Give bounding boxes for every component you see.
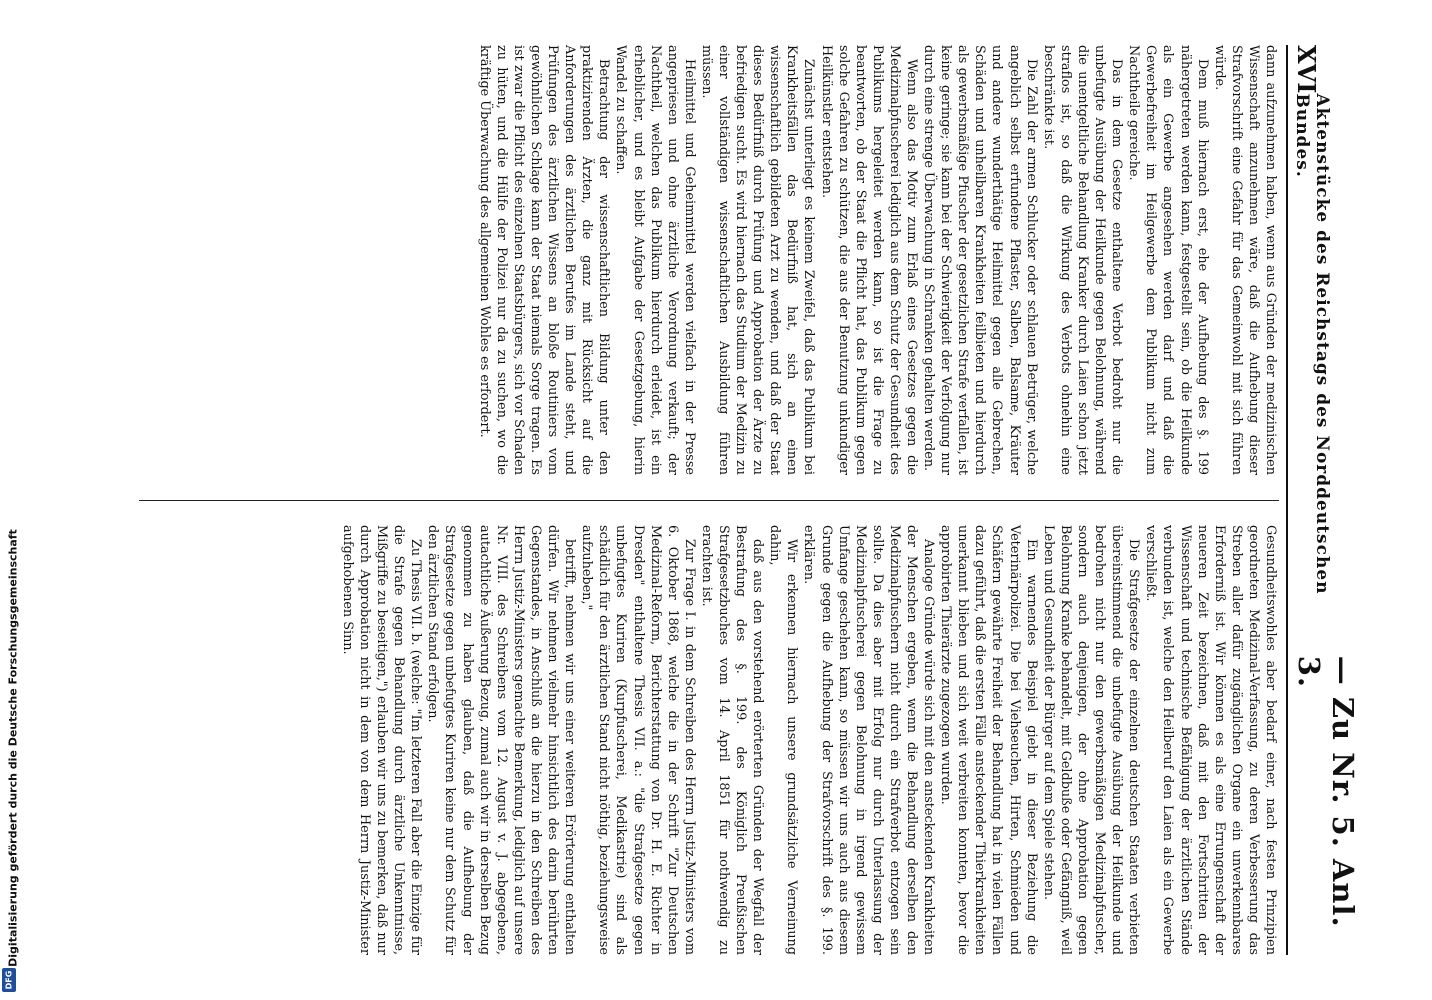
header-reference: — Zu Nr. 5. Anl. 3. [1292,655,1360,928]
paragraph: Dem muß hiernach erst, ehe der Aufhebung des §. 199 nähergetreten werden kann, festgestellt sein, ob die Heilkunde als ein Gewerbe angesehen werden darf und daß die Gewerbefreiheit im Heilgewerbe dem Publikum nicht zum Nachtheile gereiche. [1126,45,1210,475]
column-separator [139,500,1279,501]
digitization-credit: Digitalisierung gefördert durch die Deutsche Forschungsgemeinschaft [6,529,20,967]
paragraph: Die Strafgesetze der einzelnen deutschen Staaten verbieten übereinstimmend die unbefugte Ausübung der Heilkunde und bedrohen nicht nur den gewerbsmäßigen Medizinalpfuscher, sondern auch denjenigen, der ohne Approbation gegen Belohnung Kranke behandelt, mit Geldbuße oder Gefängniß, weil Leben und Gesundheit der Bürger auf dem Spiele stehen. [1040,525,1142,955]
paragraph: Gesundheitswohles aber bedarf einer, nach festen Prinzipien geordneten Medizinal-Verfassung, zu deren Verbesserung das Streben aller dafür zugänglichen Organe ein unverkennbares Erforderniß ist. Wir können es als eine Errungenschaft der neueren Zeit bezeichnen, daß mit den Fortschritten der Wissenschaft und technische Befähigung der ärztlichen Stände verbunden ist, welche den Heilberuf den Laien als ein Gewerbe verschließt. [1143,525,1278,955]
header-rule [1286,45,1288,955]
header-title: Aktenstücke des Reichstags des Norddeutschen Bundes. [1292,93,1332,595]
paragraph: betrifft, nehmen wir uns einer weiteren Erörterung enthalten dürfen. Wir nehmen vielmehr hinsichtlich des darin berührten Gegenstandes, in Anschluß an die hierzu in den Schreiben des Herrn Justiz-Ministers gemachte Bemerkung, lediglich auf unsere Nr. VIII. des Schreibens vom 12. August v. J. abgegebene, autachtliche Äußerung Bezug, zumal auch wir in derselben Bezug genommen zu haben glauben, daß die Aufhebung der Strafgesetze gegen unbefugtes Kuriren keine nur dem Schutz für den ärztlichen Stand erfolgen. [425,525,578,955]
digitization-footer [4,498,22,998]
paragraph: Heilmittel und Geheimmittel werden vielfach in der Presse angepriesen und ohne ärztliche Verordnung verkauft; der Nachtheil, welchen das Publikum hierdurch erleidet, ist ein erheblicher, und es bleibt Aufgabe der Gesetzgebung, hierin Wandel zu schaffen. [613,45,697,475]
paragraph: Analoge Gründe würde sich mit den ansteckenden Krankheiten der Menschen ergeben, wenn die Behandlung derselben den Medizinalpfuschern nicht durch ein Strafverbot entzogen sein sollte. Da dies aber mit Erfolg nur durch Unterlassung der Medizinalpfuscherei gegen Belohnung in irgend gewissem Umfange geschehen kann, so müssen wir uns auch aus diesem Grunde gegen die Aufhebung der Strafvorschrift des §. 199. erklären. [801,525,937,955]
paragraph: Wir erkennen hiernach unsere grundsätzliche Verneinung dahin, [767,525,800,955]
page-number: XVI [1292,45,1321,94]
paragraph: Die Zahl der armen Schlucker oder schlauen Betrüger, welche angeblich selbst erfundene Pflaster, Salben, Balsame, Kräuter und andere wunderthätige Heilmittel gegen alle Gebrechen, Schäden und unheilbaren Krankheiten feilbieten und hierdurch als gewerbsmäßige Pfuscher der gesetzlichen Strafe verfallen, ist keine geringe; sie kann bei der Schwierigkeit der Verfolgung nur durch eine strenge Überwachung in Schranken gehalten werden. [921,45,1039,475]
running-header [1292,45,1360,955]
paragraph: Betrachtung der wissenschaftlichen Bildung unter den praktizirenden Ärzten, die ganz mit Rücksicht auf die Anforderungen des ärztlichen Berufes im Lande steht, und Prüfungen des ärztlichen Wissens an bloße Routiniers vom gewöhnlichen Schlage kann der Staat niemals Sorge tragen. Es ist zwar die Pflicht des einzelnen Staatsbürgers, sich vor Schaden zu hüten, und die Hülfe der Polizei nur da zu suchen, wo die kräftige Überwachung des allgemeinen Wohles es erfordert. [476,45,612,475]
paragraph: Wenn also das Motiv zum Erlaß eines Gesetzes gegen die Medizinalpfuscherei lediglich aus dem Schutz der Gesundheit des Publikums hergeleitet werden kann, so ist die Frage zu beantworten, ob der Staat die Pflicht hat, das Publikum gegen solche Gefahren zu schützen, die aus der Benutzung unkundiger Heilkünstler entstehen. [818,45,920,475]
paragraph: Zur Frage I. in dem Schreiben des Herrn Justiz-Ministers vom 6. Oktober 1868, welche die in der Schrift "Zur Deutschen Medizinal-Reform, Berichterstattung von Dr. H. E. Richter in Dresden" enthaltene Thesis VII. a.: "die Strafgesetze gegen unbefugtes Kuriren (Kurpfuscherei, Medikastrie) sind als schädlich für den ärztlichen Stand nicht nöthig, beziehungsweise aufzuheben," [579,525,697,955]
left-column [476,45,1279,475]
paragraph: Ein warnendes Beispiel giebt in dieser Beziehung die Veterinärpolizei. Die bei Viehseuchen, Hirten, Schmieden und Schäfern gewährte Freiheit der Behandlung hat in vielen Fällen dazu geführt, daß die ersten Fälle ansteckender Thierkrankheiten unerkannt blieben und sich weit verbreiten konnten, bevor die approbirten Thierärzte zugezogen wurden. [938,525,1039,955]
right-column [339,525,1279,955]
paragraph: dann aufzunehmen haben, wenn aus Gründen der medizinischen Wissenschaft anzunehmen wäre, daß die Aufhebung dieser Strafvorschrift eine Gefahr für das Gemeinwohl mit sich führen würde. [1211,45,1278,475]
paragraph: daß aus den vorstehend erörterten Gründen der Wegfall der Bestrafung des §. 199. des Königlich Preußischen Strafgesetzbuches vom 14. April 1851 für nothwendig zu erachten ist. [698,525,766,955]
paragraph: Zunächst unterliegt es keinem Zweifel, daß das Publikum bei Krankheitsfällen das Bedürfniß hat, sich an einen wissenschaftlich gebildeten Arzt zu wenden, und daß der Staat dieses Bedürfniß durch Prüfung und Approbation der Ärzte zu befriedigen sucht. Es wird hiernach das Studium der Medizin zu einer vollständigen wissenschaftlichen Ausbildung führen müssen. [698,45,817,475]
document-sheet [81,25,1360,975]
dfg-logo-icon [2,968,16,992]
paragraph: Zu Thesis VII. b. (welche: "Im letzteren Fall aber die Einzige für die Strafe gegen Behandlung durch ärztliche Unkenntnisse, Mißgriffe zu beseitigen,") erlauben wir uns zu bemerken, daß nur durch Approbation nicht in dem von dem Herrn Justiz-Minister aufgehobenen Sinn. [339,525,424,955]
paragraph: Das in dem Gesetze enthaltene Verbot bedroht nur die unbefugte Ausübung der Heilkunde gegen Belohnung, während die unentgeltliche Behandlung Kranker durch Laien schon jetzt straflos ist, so daß die Wirkung des Verbots ohnehin eine beschränkte ist. [1040,45,1125,475]
dfg-logo-text: DFG [4,970,14,990]
